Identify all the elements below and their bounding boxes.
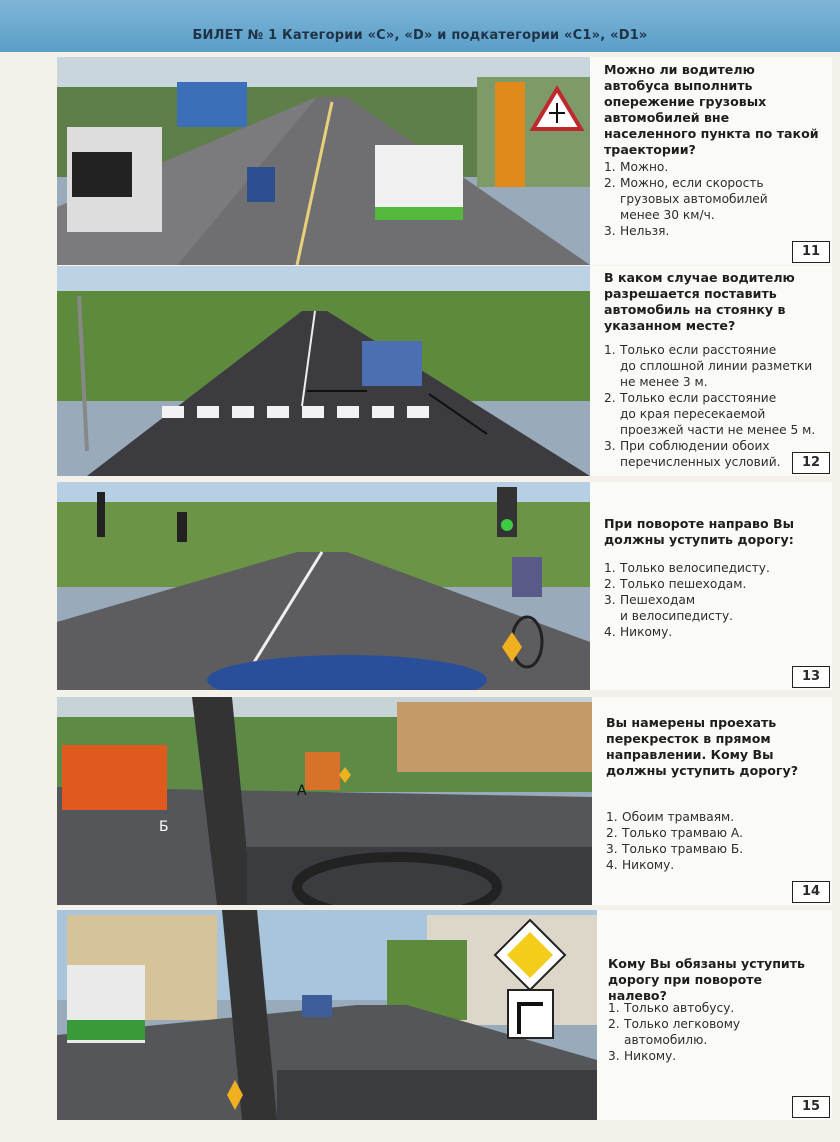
tram-a-label: А bbox=[297, 783, 307, 799]
answer-option[interactable]: 1. Только автобусу. bbox=[608, 1001, 735, 1015]
answer-option[interactable]: 2. Только если расстояние до края пересекаемой проезжей части не менее 5 м. bbox=[604, 391, 816, 437]
tram-b-label: Б bbox=[159, 819, 169, 835]
question-number: 12 bbox=[792, 452, 830, 474]
answer-option[interactable]: 2. Только легковому автомобилю. bbox=[608, 1017, 741, 1047]
question-card-15 bbox=[57, 910, 832, 1120]
question-11-image bbox=[57, 57, 590, 265]
ticket-title: БИЛЕТ № 1 Категории «C», «D» и подкатегории «C1», «D1» bbox=[192, 28, 648, 43]
question-11-answers bbox=[604, 159, 824, 239]
question-15-panel bbox=[600, 910, 832, 1120]
question-13-answers bbox=[604, 560, 824, 640]
question-14-image bbox=[57, 697, 592, 905]
answer-option[interactable]: 4. Никому. bbox=[604, 625, 673, 639]
question-card-11 bbox=[57, 57, 832, 265]
answer-option[interactable]: 3. Нельзя. bbox=[604, 224, 670, 238]
question-12-text: В каком случае водителю разрешается поставить автомобиль на стоянку в указанном месте? bbox=[604, 270, 795, 333]
question-12-image bbox=[57, 266, 590, 476]
answer-option[interactable]: 2. Только трамваю А. bbox=[606, 826, 744, 840]
question-13-panel bbox=[596, 482, 832, 690]
question-11-panel bbox=[596, 57, 832, 265]
answer-option[interactable]: 1. Обоим трамваям. bbox=[606, 810, 735, 824]
question-13-image bbox=[57, 482, 590, 690]
answer-option[interactable]: 1. Только если расстояние до сплошной линии разметки не менее 3 м. bbox=[604, 343, 813, 389]
answer-option[interactable]: 2. Можно, если скорость грузовых автомобилей менее 30 км/ч. bbox=[604, 176, 768, 222]
question-number: 14 bbox=[792, 881, 830, 903]
question-card-14 bbox=[57, 697, 832, 905]
question-14-text: Вы намерены проехать перекресток в прямом направлении. Кому Вы должны уступить дорогу? bbox=[606, 715, 798, 778]
question-14-panel bbox=[598, 697, 832, 905]
question-15-answers bbox=[608, 1000, 824, 1064]
question-15-text: Кому Вы обязаны уступить дорогу при повороте налево? bbox=[608, 956, 805, 1003]
answer-option[interactable]: 1. Только велосипедисту. bbox=[604, 561, 770, 575]
answer-option[interactable]: 3. Пешеходам и велосипедисту. bbox=[604, 593, 734, 623]
question-12-panel bbox=[596, 266, 832, 476]
question-11-text: Можно ли водителю автобуса выполнить опережение грузовых автомобилей вне населенного пункта по такой траектории? bbox=[604, 62, 819, 157]
ticket-header bbox=[0, 0, 840, 52]
question-14-answers bbox=[606, 809, 824, 873]
question-card-13 bbox=[57, 482, 832, 690]
answer-option[interactable]: 2. Только пешеходам. bbox=[604, 577, 747, 591]
question-number: 13 bbox=[792, 666, 830, 688]
answer-option[interactable]: 3. Никому. bbox=[608, 1049, 677, 1063]
question-number: 11 bbox=[792, 241, 830, 263]
answer-option[interactable]: 3. При соблюдении обоих перечисленных условий. bbox=[604, 439, 781, 469]
answer-option[interactable]: 1. Можно. bbox=[604, 160, 669, 174]
question-number: 15 bbox=[792, 1096, 830, 1118]
question-card-12 bbox=[57, 266, 832, 476]
answer-option[interactable]: 3. Только трамваю Б. bbox=[606, 842, 744, 856]
question-15-image bbox=[57, 910, 597, 1120]
question-13-text: При повороте направо Вы должны уступить дорогу: bbox=[604, 516, 795, 547]
answer-option[interactable]: 4. Никому. bbox=[606, 858, 675, 872]
question-12-answers bbox=[604, 342, 824, 470]
